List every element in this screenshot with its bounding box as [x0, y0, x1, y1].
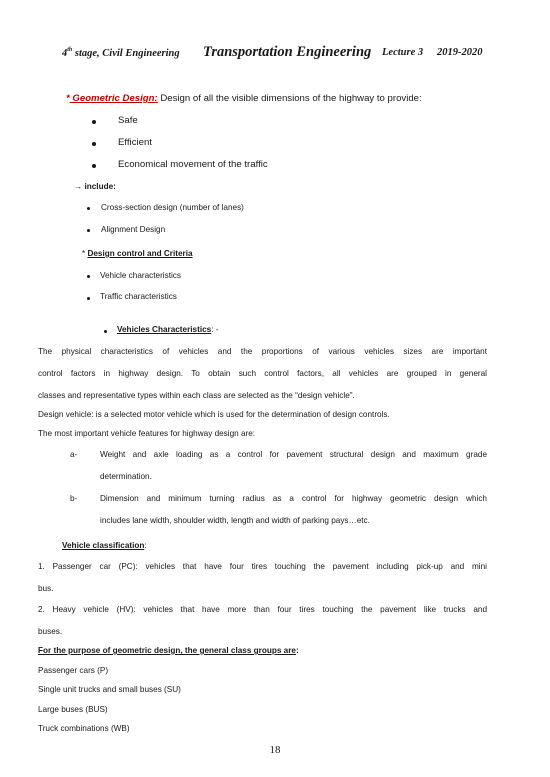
vehicles-heading-line: Vehicles Characteristics: - [117, 325, 219, 334]
vehicles-para-line-1: The physical characteristics of vehicles and the proportions of various vehicles sizes are important [38, 347, 487, 356]
include-label: → include: [74, 182, 116, 191]
vehicles-para-line-2: control factors in highway design. To obtain such control factors, all vehicles are grouped in general [38, 369, 487, 378]
geometric-design-heading: Geometric Design: [69, 93, 158, 104]
list-item-b-line-1: Dimension and minimum turning radius as a control for highway geometric design which [100, 494, 487, 503]
geometric-design-line: * Geometric Design: Design of all the visible dimensions of the highway to provide: [66, 93, 422, 104]
design-vehicle-definition: Design vehicle: is a selected motor vehicle which is used for the determination of design controls. [38, 410, 390, 419]
bullet-icon [87, 207, 90, 210]
include-item-cross-section: Cross-section design (number of lanes) [101, 203, 244, 212]
list-marker-a: a- [70, 450, 78, 459]
classification-p1-line-1: 1. Passenger car (PC): vehicles that have four tires touching the pavement including pick-up and mini [38, 562, 487, 571]
list-item-a-line-2: determination. [100, 472, 152, 481]
classification-heading: Vehicle classification [62, 541, 145, 550]
bullet-icon [92, 120, 96, 124]
control-item-vehicle: Vehicle characteristics [100, 271, 181, 280]
group-single-unit: Single unit trucks and small buses (SU) [38, 685, 181, 694]
header-course: Transportation Engineering [203, 44, 372, 60]
header-year: 2019-2020 [437, 47, 483, 58]
classification-p2-line-2: buses. [38, 627, 63, 636]
list-item-b-line-2: includes lane width, shoulder width, length and width of parking pays…etc. [100, 516, 370, 525]
purpose-heading-line: For the purpose of geometric design, the general class groups are: [38, 646, 299, 655]
bullet-icon [87, 297, 90, 300]
bullet-icon [87, 275, 90, 278]
purpose-heading: For the purpose of geometric design, the general class groups are [38, 646, 296, 655]
bullet-safe: Safe [118, 115, 138, 126]
vehicles-para-line-3: classes and representative types within each class are selected as the “design vehicle”. [38, 391, 355, 400]
list-marker-b: b- [70, 494, 78, 503]
bullet-icon [104, 330, 107, 333]
group-large-buses: Large buses (BUS) [38, 705, 108, 714]
design-control-line: * Design control and Criteria [82, 249, 193, 258]
bullet-efficient: Efficient [118, 137, 152, 148]
bullet-icon [92, 142, 96, 146]
vehicles-heading: Vehicles Characteristics [117, 325, 212, 334]
design-control-heading: Design control and Criteria [87, 249, 193, 258]
group-truck-combinations: Truck combinations (WB) [38, 724, 130, 733]
list-item-a-line-1: Weight and axle loading as a control for pavement structural design and maximum grade [100, 450, 487, 459]
include-item-alignment: Alignment Design [101, 225, 166, 234]
classification-p1-line-2: bus. [38, 584, 54, 593]
bullet-icon [92, 164, 96, 168]
header-lecture: Lecture 3 [382, 47, 424, 58]
important-features-intro: The most important vehicle features for highway design are: [38, 429, 256, 438]
classification-p2-line-1: 2. Heavy vehicle (HV): vehicles that have more than four tires touching the pavement like trucks and [38, 605, 487, 614]
page-header [62, 44, 490, 66]
classification-heading-line: Vehicle classification: [62, 541, 147, 550]
bullet-economical: Economical movement of the traffic [118, 159, 268, 170]
group-passenger-cars: Passenger cars (P) [38, 666, 109, 675]
header-stage: 4th stage, Civil Engineering [62, 47, 180, 59]
page-number: 18 [269, 744, 281, 756]
bullet-icon [87, 229, 90, 232]
control-item-traffic: Traffic characteristics [100, 292, 177, 301]
